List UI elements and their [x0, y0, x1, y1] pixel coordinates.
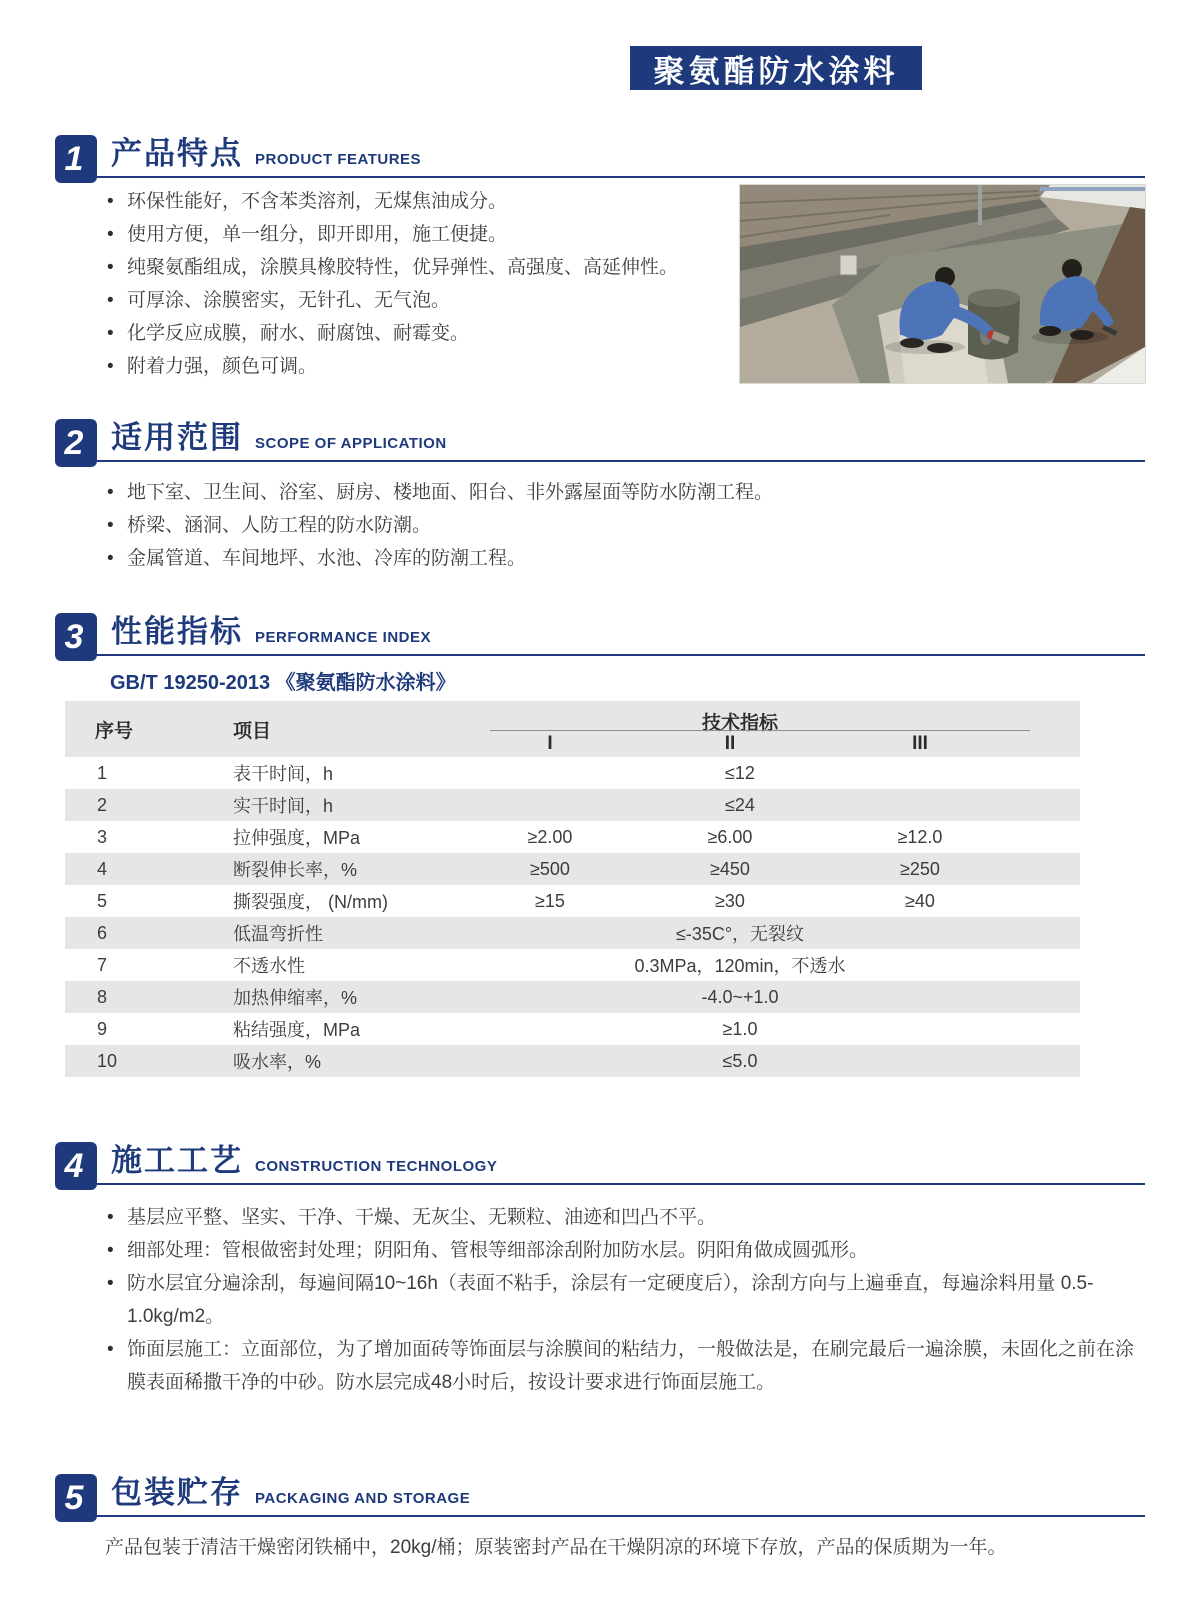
- list-item: • 地下室、卫生间、浴室、厨房、楼地面、阳台、非外露屋面等防水防潮工程。: [105, 476, 1145, 509]
- section-1-title-row: [97, 128, 1145, 178]
- section-1-body: [55, 185, 1145, 383]
- cell-value-3: ≥12.0: [897, 826, 943, 847]
- cell-item: 不透水性: [233, 956, 305, 976]
- list-item: • 化学反应成膜，耐水、耐腐蚀、耐霉变。: [105, 317, 740, 350]
- list-item: • 防水层宜分遍涂刮，每遍间隔10~16h（表面不粘手，涂层有一定硬度后），涂刮方向与上遍垂直，每遍涂料用量 0.5-1.0kg/m2。: [105, 1267, 1145, 1333]
- packaging-storage-text: 产品包装于清洁干燥密闭铁桶中，20kg/桶；原装密封产品在干燥阴凉的环境下存放，产品的保质期为一年。: [105, 1537, 1007, 1558]
- cell-value: ≤-35C°，无裂纹: [675, 924, 805, 944]
- cell-item: 加热伸缩率，%: [233, 988, 358, 1008]
- cell-item: 断裂伸长率，%: [233, 860, 358, 880]
- cell-item: 撕裂强度， (N/mm): [233, 892, 388, 912]
- section-3-number-badge: 3: [55, 613, 97, 661]
- cell-no: 7: [97, 954, 108, 975]
- construction-steps-list: [55, 1201, 1145, 1399]
- section-3-title: 性能指标: [111, 614, 243, 649]
- col-header-no: 序号: [95, 720, 134, 742]
- col-header-grade-3: III: [912, 733, 928, 754]
- section-2-subtitle: SCOPE OF APPLICATION: [255, 435, 447, 452]
- cell-value: ≤12: [725, 762, 755, 783]
- section-4-header: [55, 1135, 1145, 1185]
- col-header-item: 项目: [233, 720, 272, 742]
- performance-table: [65, 701, 1080, 1077]
- cell-value-1: ≥2.00: [527, 826, 573, 847]
- section-5-title: 包装贮存: [111, 1475, 243, 1510]
- list-item: • 使用方便，单一组分，即开即用，施工便捷。: [105, 218, 740, 251]
- section-4-title-row: [97, 1135, 1145, 1185]
- product-features-list: [55, 185, 740, 383]
- section-3-header: [55, 606, 1145, 656]
- cell-value: ≤5.0: [722, 1050, 758, 1071]
- section-2-number-badge: 2: [55, 419, 97, 467]
- cell-value: ≥1.0: [722, 1018, 758, 1039]
- cell-no: 5: [97, 890, 108, 911]
- cell-no: 6: [97, 922, 108, 943]
- application-scope-list: [55, 476, 1145, 575]
- section-4-subtitle: CONSTRUCTION TECHNOLOGY: [255, 1158, 498, 1175]
- section-1-title: 产品特点: [111, 136, 243, 171]
- table-row: [65, 981, 1080, 1013]
- cell-item: 吸水率，%: [233, 1052, 322, 1072]
- table-row: [65, 1045, 1080, 1077]
- table-row: [65, 757, 1080, 789]
- section-5-title-row: [97, 1467, 1145, 1517]
- section-3-subtitle: PERFORMANCE INDEX: [255, 629, 432, 646]
- table-row: [65, 917, 1080, 949]
- list-item: • 基层应平整、坚实、干净、干燥、无灰尘、无颗粒、油迹和凹凸不平。: [105, 1201, 1145, 1234]
- cell-no: 4: [97, 858, 108, 879]
- cell-no: 2: [97, 794, 108, 815]
- list-item: • 附着力强，颜色可调。: [105, 350, 740, 383]
- cell-no: 3: [97, 826, 108, 847]
- section-2-title: 适用范围: [111, 420, 243, 455]
- table-row: [65, 885, 1080, 917]
- standard-reference: GB/T 19250-2013 《聚氨酯防水涂料》: [110, 672, 456, 694]
- section-1-subtitle: PRODUCT FEATURES: [255, 151, 422, 168]
- workers-applying-waterproof-coating-photo: [740, 185, 1145, 383]
- list-item: • 可厚涂、涂膜密实，无针孔、无气泡。: [105, 284, 740, 317]
- section-2-title-row: [97, 412, 1145, 462]
- col-header-grade-1: I: [547, 733, 553, 754]
- cell-item: 粘结强度，MPa: [233, 1020, 361, 1040]
- list-item: • 饰面层施工：立面部位，为了增加面砖等饰面层与涂膜间的粘结力，一般做法是，在刷完最后一遍涂膜，未固化之前在涂膜表面稀撒干净的中砂。防水层完成48小时后，按设计要求进行饰面层施工。: [105, 1333, 1145, 1399]
- table-row: [65, 853, 1080, 885]
- page-title: 聚氨酯防水涂料: [630, 46, 922, 90]
- cell-item: 拉伸强度，MPa: [233, 828, 361, 848]
- cell-no: 8: [97, 986, 108, 1007]
- section-5-number-badge: 5: [55, 1474, 97, 1522]
- list-item: • 纯聚氨酯组成，涂膜具橡胶特性，优异弹性、高强度、高延伸性。: [105, 251, 740, 284]
- cell-value: 0.3MPa，120min，不透水: [634, 956, 846, 976]
- table-row: [65, 1013, 1080, 1045]
- cell-value: -4.0~+1.0: [701, 986, 779, 1007]
- list-item: • 细部处理：管根做密封处理；阴阳角、管根等细部涂刮附加防水层。阴阳角做成圆弧形。: [105, 1234, 1145, 1267]
- table-row: [65, 949, 1080, 981]
- cell-value-1: ≥15: [535, 890, 565, 911]
- cell-value-3: ≥40: [905, 890, 935, 911]
- table-body: [65, 757, 1080, 1077]
- col-header-tech: 技术指标: [475, 701, 1005, 731]
- section-1-number-badge: 1: [55, 135, 97, 183]
- cell-item: 实干时间，h: [233, 796, 334, 816]
- cell-value-1: ≥500: [530, 858, 570, 879]
- cell-value-2: ≥6.00: [707, 826, 753, 847]
- list-item: • 桥梁、涵洞、人防工程的防水防潮。: [105, 509, 1145, 542]
- section-2-header: [55, 412, 1145, 462]
- cell-value-2: ≥450: [710, 858, 750, 879]
- section-1-header: [55, 128, 1145, 178]
- cell-value: ≤24: [725, 794, 755, 815]
- col-header-grade-2: II: [724, 733, 736, 754]
- table-row: [65, 821, 1080, 853]
- cell-no: 9: [97, 1018, 108, 1039]
- cell-item: 低温弯折性: [233, 924, 323, 944]
- cell-no: 10: [97, 1050, 118, 1071]
- cell-no: 1: [97, 762, 108, 783]
- table-row: [65, 789, 1080, 821]
- section-5-subtitle: PACKAGING AND STORAGE: [255, 1490, 471, 1507]
- list-item: • 金属管道、车间地坪、水池、冷库的防潮工程。: [105, 542, 1145, 575]
- list-item: • 环保性能好，不含苯类溶剂，无煤焦油成分。: [105, 185, 740, 218]
- cell-value-3: ≥250: [900, 858, 940, 879]
- section-5-header: [55, 1467, 1145, 1517]
- cell-value-2: ≥30: [715, 890, 745, 911]
- section-4-number-badge: 4: [55, 1142, 97, 1190]
- section-3-title-row: [97, 606, 1145, 656]
- cell-item: 表干时间，h: [233, 764, 334, 784]
- section-4-title: 施工工艺: [111, 1143, 243, 1178]
- table-header: [65, 701, 1080, 757]
